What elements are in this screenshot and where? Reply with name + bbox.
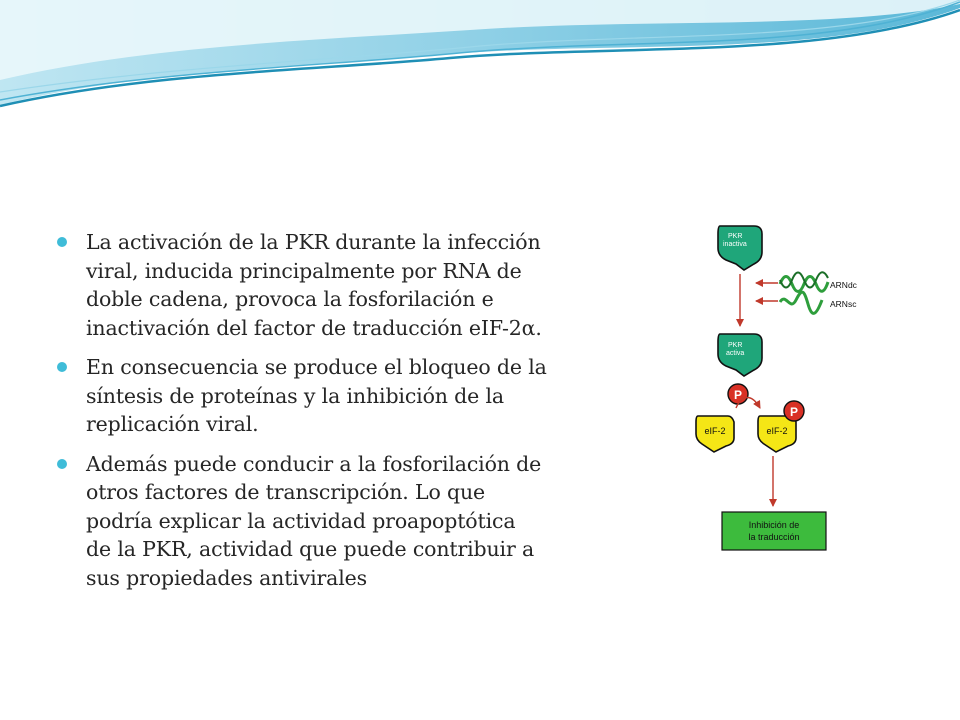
bullet-item: [50, 353, 610, 439]
dsrna-label: ARNdc: [830, 280, 857, 290]
bullet-text: Además puede conducir a la fosforilación de otros factores de transcripción. Lo que podría explicar la actividad proapoptótica de la PKR, actividad que puede contribuir a sus propiedades antivirales: [86, 451, 542, 590]
bullet-dot-icon: [57, 237, 67, 247]
phosphate-label-1: P: [733, 388, 743, 402]
bullet-text: En consecuencia se produce el bloqueo de la síntesis de proteínas y la inhibición de la replicación viral.: [86, 355, 547, 436]
pkr-pathway-diagram: [682, 194, 900, 570]
inhibition-label-1: Inhibición de: [748, 520, 800, 530]
inhibition-box: [722, 512, 826, 550]
pkr-active-label-2: activa: [726, 350, 745, 357]
bullet-list: [50, 228, 610, 603]
bullet-text: La activación de la PKR durante la infección viral, inducida principalmente por RNA de doble cadena, provoca la fosforilación e inactivación del factor de traducción eIF-2α.: [86, 230, 542, 340]
dsrna-helix-icon: [780, 272, 828, 291]
eif2-label-right: eIF-2: [766, 426, 788, 436]
phosphate-label-2: P: [789, 405, 799, 419]
bullet-item: [50, 450, 610, 593]
pkr-active-label-1: PKR: [728, 342, 743, 349]
eif2-label-left: eIF-2: [704, 426, 726, 436]
bullet-dot-icon: [57, 362, 67, 372]
pkr-inactive-label-1: PKR: [728, 233, 743, 240]
ssrna-strand-icon: [780, 292, 822, 313]
top-wave-decoration: [0, 0, 960, 115]
inhibition-label-2: la traducción: [748, 532, 800, 542]
pkr-inactive-label-2: inactiva: [723, 241, 747, 248]
bullet-dot-icon: [57, 459, 67, 469]
ssrna-label: ARNsc: [830, 299, 857, 309]
bullet-item: [50, 228, 610, 342]
